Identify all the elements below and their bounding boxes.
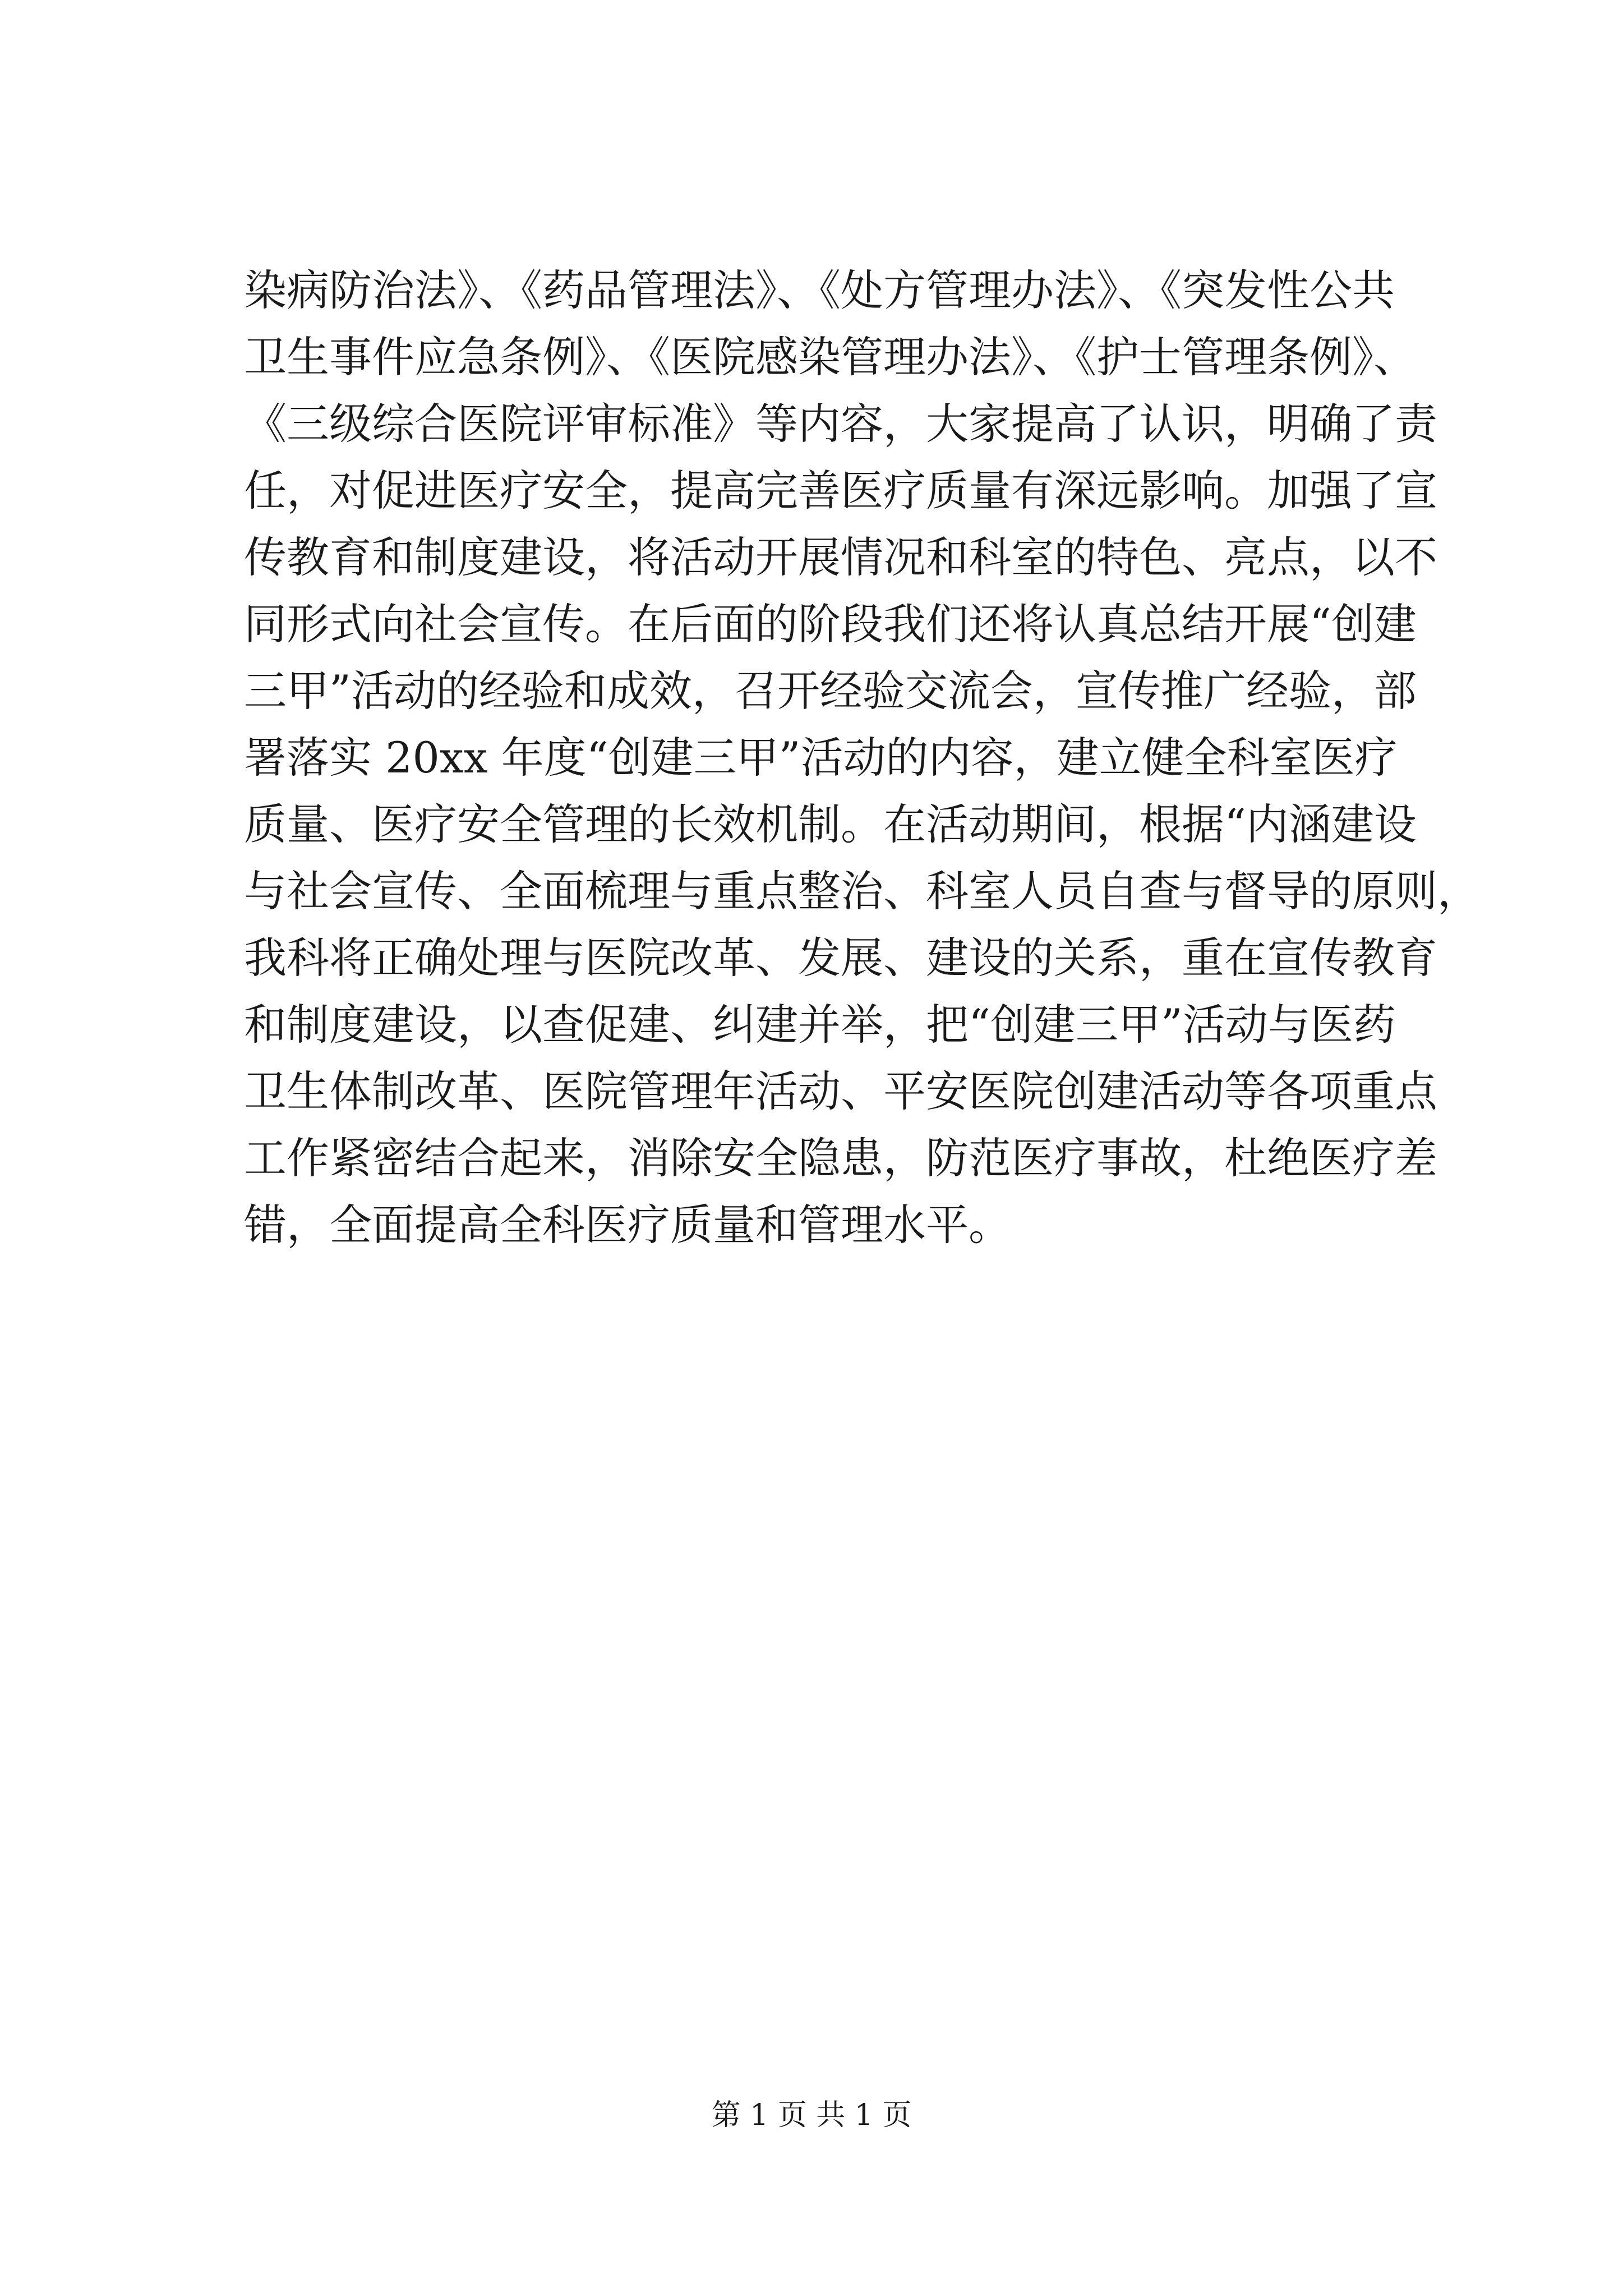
paragraph-line: 《三级综合医院评审标准》等内容，大家提高了认识，明确了责 bbox=[244, 399, 1437, 449]
paragraph-line: 工作紧密结合起来，消除安全隐患，防范医疗事故，杜绝医疗差 bbox=[244, 1133, 1437, 1183]
paragraph-line: 同形式向社会宣传。在后面的阶段我们还将认真总结开展“创建 bbox=[244, 599, 1417, 649]
paragraph-line: 三甲”活动的经验和成效，召开经验交流会，宣传推广经验，部 bbox=[244, 666, 1417, 716]
paragraph-line: 质量、医疗安全管理的长效机制。在活动期间，根据“内涵建设 bbox=[244, 799, 1417, 849]
paragraph-line: 卫生体制改革、医院管理年活动、平安医院创建活动等各项重点 bbox=[244, 1066, 1437, 1116]
body-paragraph bbox=[244, 257, 1480, 1258]
paragraph-line: 和制度建设，以查促建、纠建并举，把“创建三甲”活动与医药 bbox=[244, 1000, 1396, 1050]
page-footer: 第 1 页 共 1 页 bbox=[711, 2099, 912, 2132]
paragraph-line: 与社会宣传、全面梳理与重点整治、科室人员自查与督导的原则， bbox=[244, 866, 1480, 916]
paragraph-line: 我科将正确处理与医院改革、发展、建设的关系，重在宣传教育 bbox=[244, 933, 1437, 983]
paragraph-line: 错，全面提高全科医疗质量和管理水平。 bbox=[244, 1200, 1011, 1250]
paragraph-line: 卫生事件应急条例》、《医院感染管理办法》、《护士管理条例》、 bbox=[244, 332, 1416, 382]
paragraph-line: 署落实 20xx 年度“创建三甲”活动的内容，建立健全科室医疗 bbox=[244, 733, 1398, 783]
paragraph-line: 染病防治法》、《药品管理法》、《处方管理办法》、《突发性公共 bbox=[244, 265, 1395, 315]
paragraph-line: 传教育和制度建设，将活动开展情况和科室的特色、亮点，以不 bbox=[244, 532, 1437, 582]
paragraph-line: 任，对促进医疗安全，提高完善医疗质量有深远影响。加强了宣 bbox=[244, 466, 1437, 516]
